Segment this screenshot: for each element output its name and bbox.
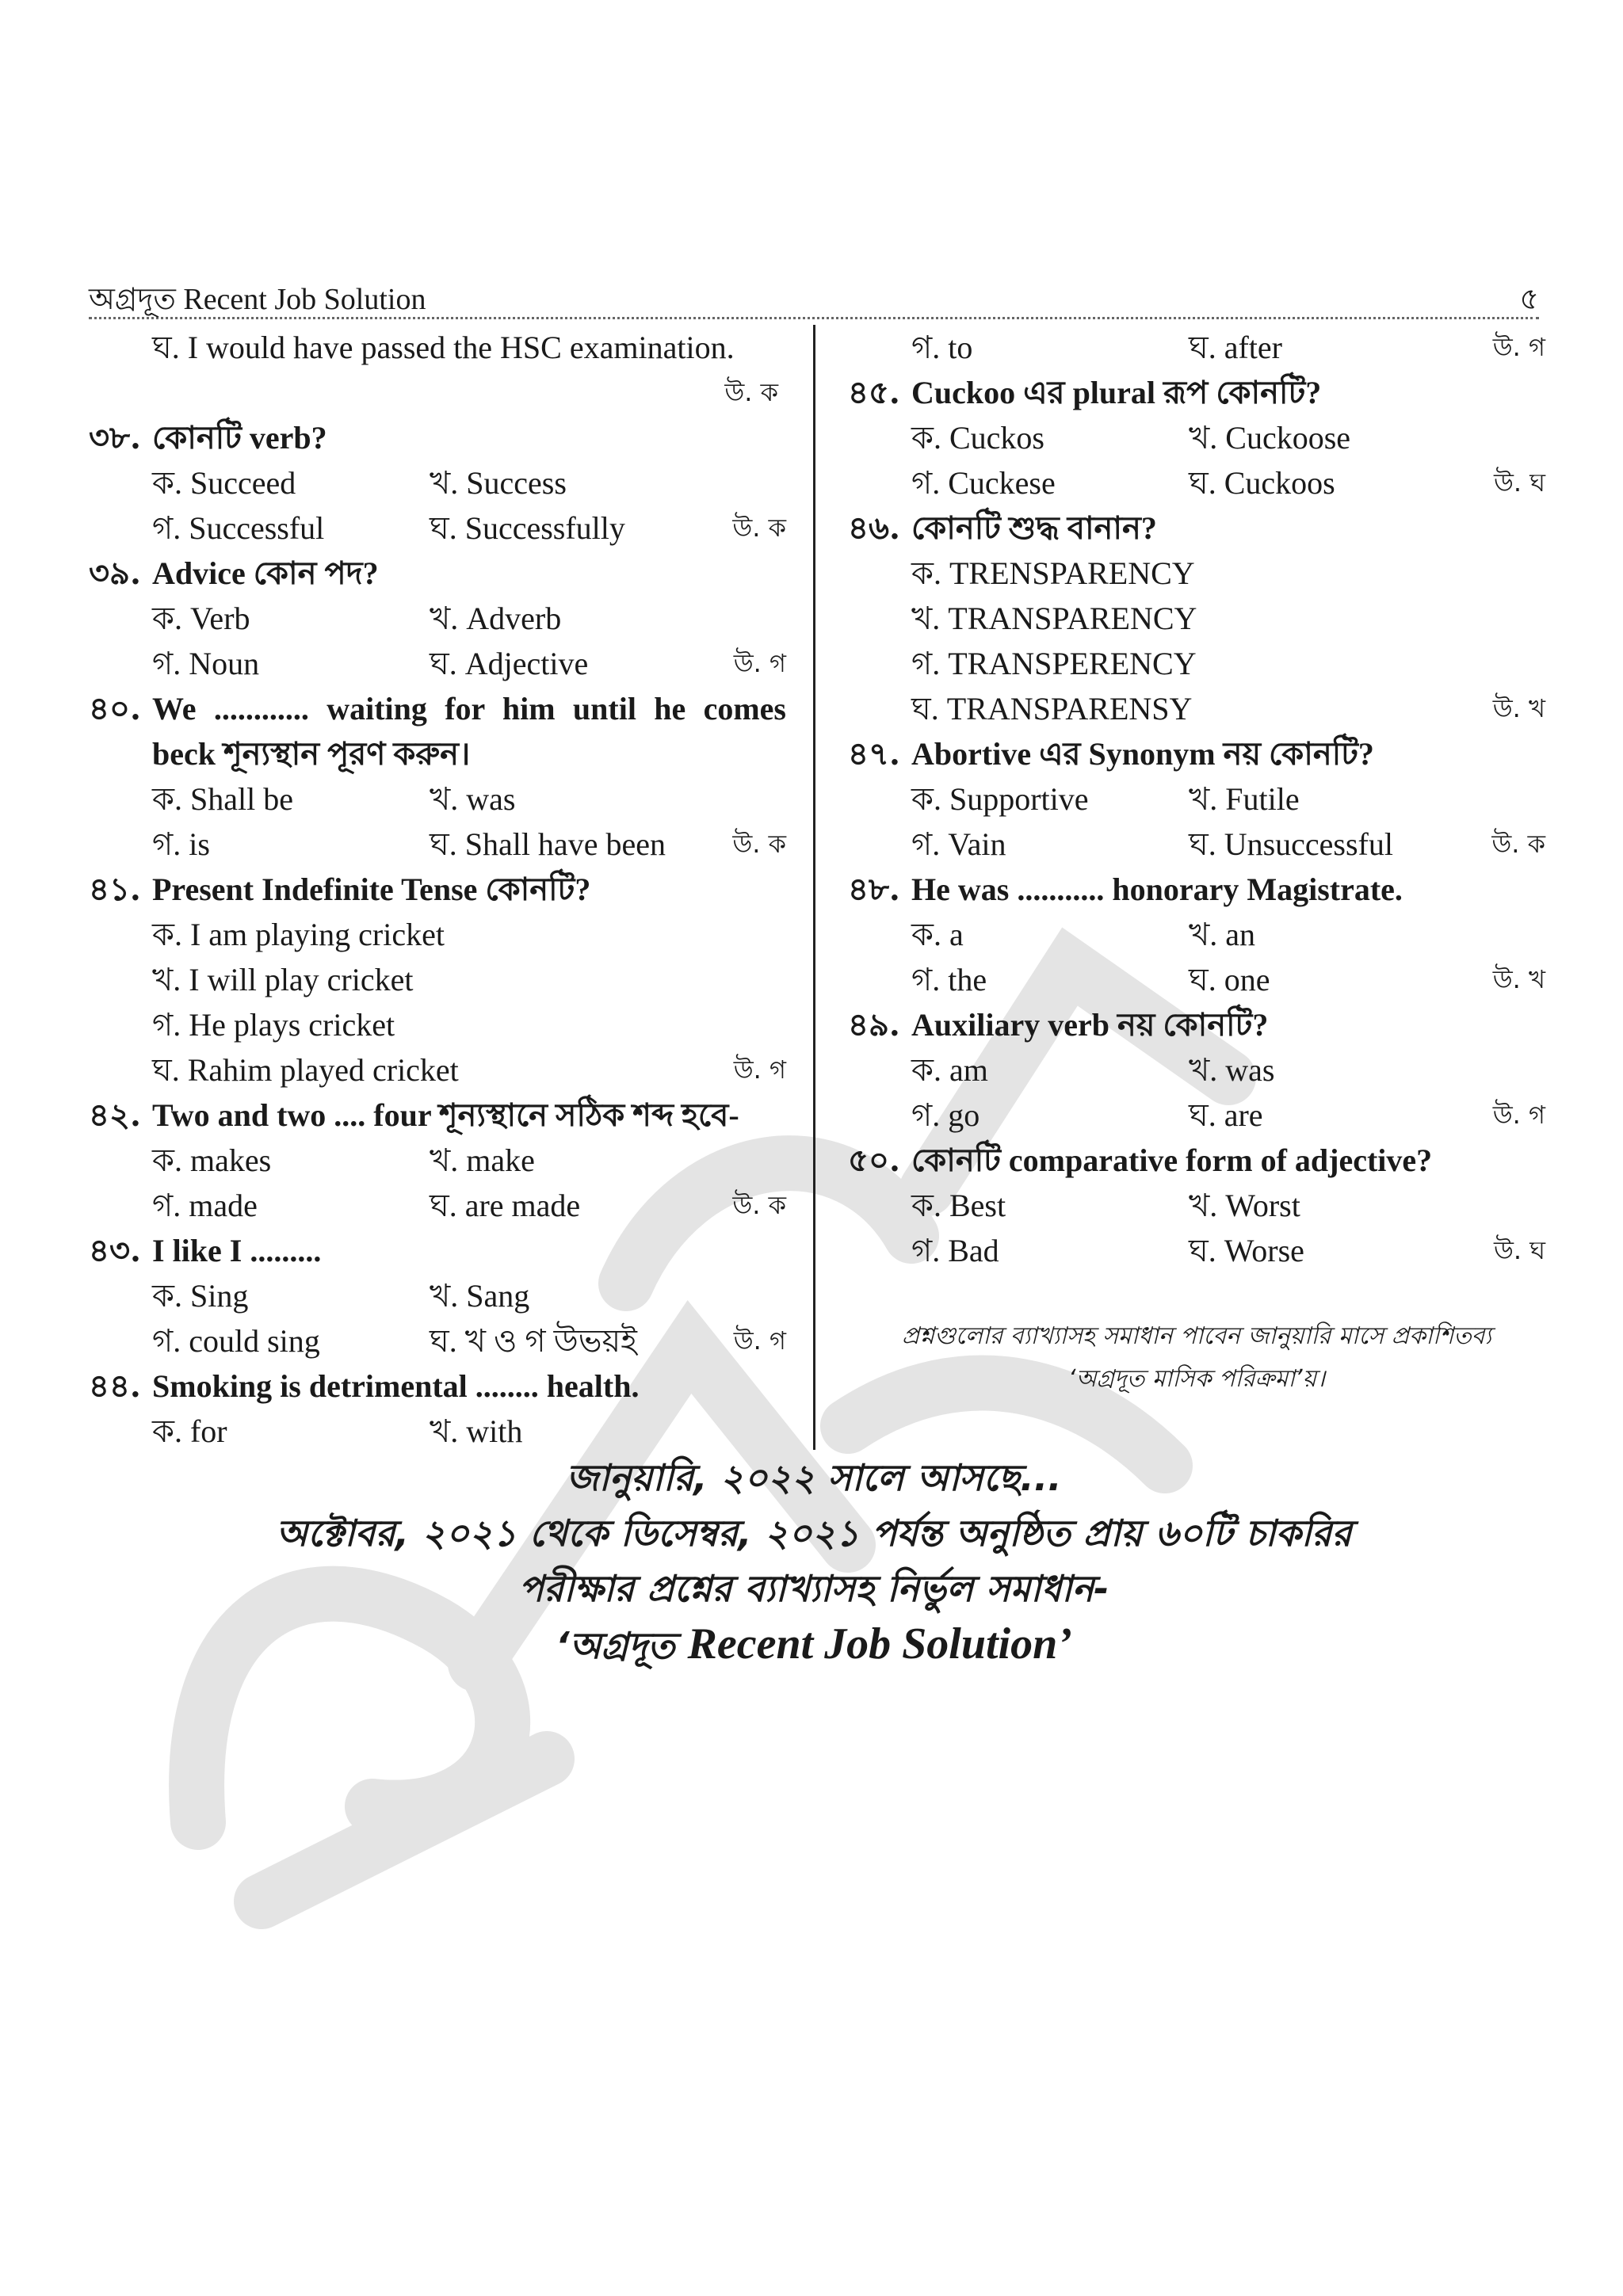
option-row (848, 325, 1545, 370)
question-text: Cuckoo এর plural রূপ কোনটি? (911, 375, 1322, 410)
answer: উ. গ (733, 648, 786, 678)
question-text: Smoking is detrimental ........ health. (152, 1368, 640, 1404)
option-d: ঘ. Adjective (430, 646, 589, 681)
question-number: ৪৭. (848, 735, 900, 772)
option-a: ক. Best (911, 1188, 1006, 1223)
question-46 (848, 505, 1545, 551)
option-d: ঘ. Worse (1189, 1233, 1304, 1268)
question-number: ৫০. (848, 1142, 900, 1179)
answer: উ. খ (1492, 964, 1545, 994)
option-a: ক. Succeed (152, 465, 296, 501)
answer: উ. গ (1492, 1100, 1545, 1130)
question-38 (89, 415, 786, 460)
right-column (848, 325, 1545, 1273)
option-d: ঘ. are (1189, 1097, 1263, 1133)
option-d: ঘ. Successfully (430, 510, 625, 546)
option-row (848, 1228, 1545, 1273)
question-text: Advice কোন পদ? (152, 555, 379, 591)
promo-line: জানুয়ারি, ২০২২ সালে আসছে... (566, 1456, 1062, 1499)
option-row (89, 1273, 786, 1318)
option-a: ক. Supportive (911, 781, 1089, 817)
option-c: গ. Successful (152, 510, 325, 546)
option: ঘ. I would have passed the HSC examination. (152, 330, 735, 365)
option-row (848, 1093, 1545, 1138)
option-c: গ. Cuckese (911, 465, 1056, 501)
option-a: ক. for (152, 1413, 227, 1449)
option-b: খ. Sang (430, 1278, 530, 1314)
option-b: খ. Worst (1189, 1188, 1300, 1223)
option-c: গ. go (911, 1097, 980, 1133)
option-row (89, 1002, 786, 1047)
question-number: ৩৯. (89, 555, 141, 592)
answer: উ. গ (733, 1325, 786, 1356)
option-a: ক. Sing (152, 1278, 249, 1314)
option-row (89, 1138, 786, 1183)
option-row (848, 957, 1545, 1002)
option-b: খ. I will play cricket (152, 962, 414, 997)
question-48 (848, 867, 1545, 912)
option-d: ঘ. Shall have been (430, 826, 666, 862)
option-row (89, 460, 786, 505)
answer: উ. ক (1491, 829, 1545, 859)
question-number: ৪৮. (848, 871, 900, 908)
option-row (89, 596, 786, 641)
option-d: ঘ. Unsuccessful (1189, 826, 1393, 862)
option-d: ঘ. খ ও গ উভয়ই (430, 1323, 637, 1359)
option-row (848, 596, 1545, 641)
option-c: গ. He plays cricket (152, 1007, 395, 1043)
option-d: ঘ. are made (430, 1188, 581, 1223)
option-row (89, 1047, 786, 1093)
option-b: খ. with (430, 1413, 523, 1449)
question-50 (848, 1138, 1545, 1183)
option-b: খ. Adverb (430, 601, 562, 636)
option-c: গ. could sing (152, 1323, 320, 1359)
question-text: He was ........... honorary Magistrate. (911, 871, 1403, 907)
question-47 (848, 731, 1545, 776)
option-b: খ. was (430, 781, 516, 817)
question-text: কোনটি comparative form of adjective? (911, 1142, 1433, 1178)
question-number: ৪৯. (848, 1006, 900, 1043)
question-text: কোনটি শুদ্ধ বানান? (911, 510, 1157, 546)
promo-brand-en: Recent Job Solution’ (687, 1619, 1072, 1669)
option-row (848, 1183, 1545, 1228)
option-row (89, 1409, 786, 1454)
option-b: খ. an (1189, 917, 1256, 952)
option-a: ক. Verb (152, 601, 250, 636)
question-39 (89, 551, 786, 596)
option-row (848, 1047, 1545, 1093)
option-a: ক. makes (152, 1142, 272, 1178)
option-c: গ. the (911, 962, 987, 997)
option-a: ক. I am playing cricket (152, 917, 445, 952)
question-43 (89, 1228, 786, 1273)
question-text: Auxiliary verb নয় কোনটি? (911, 1007, 1269, 1043)
option-c: গ. Noun (152, 646, 260, 681)
column-divider (813, 325, 815, 1450)
question-49 (848, 1002, 1545, 1047)
left-column (89, 325, 786, 1454)
option-b: খ. Success (430, 465, 567, 501)
option-row (89, 957, 786, 1002)
question-40 (89, 686, 786, 776)
option-b: খ. make (430, 1142, 535, 1178)
option-row (848, 686, 1545, 731)
option-row (848, 415, 1545, 460)
promo-line: পরীক্ষার প্রশ্নের ব্যাখ্যাসহ নির্ভুল সমাধান- (518, 1567, 1109, 1610)
option-row (89, 505, 786, 551)
option-a: ক. a (911, 917, 964, 952)
answer: উ. ঘ (1493, 467, 1545, 498)
option-row (89, 822, 786, 867)
option-c: গ. is (152, 826, 210, 862)
option-a: ক. am (911, 1052, 988, 1088)
option-row (848, 551, 1545, 596)
option-a: ক. Shall be (152, 781, 293, 817)
question-number: ৪৩. (89, 1232, 141, 1269)
option-row (89, 641, 786, 686)
answer: উ. ঘ (1493, 1235, 1545, 1265)
answer: উ. ক (724, 377, 778, 407)
question-text: I like I ......... (152, 1233, 322, 1268)
option-row (848, 912, 1545, 957)
question-number: ৪৪. (89, 1367, 141, 1405)
question-41 (89, 867, 786, 912)
option-a: ক. TRENSPARENCY (911, 555, 1195, 591)
option-d: ঘ. TRANSPARENSY (911, 691, 1193, 727)
answer: উ. গ (733, 1055, 786, 1085)
note-line: ‘অগ্রদূত মাসিক পরিক্রমা’য়। (1068, 1365, 1325, 1393)
question-number: ৪০. (89, 690, 141, 727)
option-c: গ. to (911, 330, 973, 365)
explanation-note (848, 1315, 1545, 1401)
option-row (848, 776, 1545, 822)
option-row (89, 776, 786, 822)
question-number: ৪৫. (848, 374, 900, 411)
promo-line: অক্টোবর, ২০২১ থেকে ডিসেম্বর, ২০২১ পর্যন্ত অনুষ্ঠিত প্রায় ৬০টি চাকরির (276, 1512, 1352, 1554)
answer: উ. ক (732, 829, 786, 859)
option-b: খ. Futile (1189, 781, 1300, 817)
answer: উ. ক (732, 1190, 786, 1220)
question-text: We ............ waiting for him until he comes beck শূন্যস্থান পূরণ করুন। (152, 691, 786, 772)
option-b: খ. was (1189, 1052, 1275, 1088)
promo-line (89, 1616, 1539, 1673)
option-row (89, 1183, 786, 1228)
option-d: ঘ. Cuckoos (1189, 465, 1335, 501)
option-row (89, 325, 786, 370)
page-header (89, 276, 1539, 319)
question-number: ৪১. (89, 871, 141, 908)
question-number: ৩৮. (89, 419, 141, 456)
question-text: Two and two .... four শূন্যস্থানে সঠিক শব্দ হবে- (152, 1097, 739, 1133)
option-c: গ. Vain (911, 826, 1006, 862)
option-c: গ. TRANSPERENCY (911, 646, 1197, 681)
question-42 (89, 1093, 786, 1138)
header-title: অগ্রদূত Recent Job Solution (89, 283, 426, 316)
option-row (848, 460, 1545, 505)
option-d: ঘ. Rahim played cricket (152, 1052, 459, 1088)
option-row (848, 822, 1545, 867)
answer-row (89, 370, 786, 415)
option-b: খ. Cuckoose (1189, 420, 1351, 456)
option-d: ঘ. one (1189, 962, 1270, 997)
option-row (89, 1318, 786, 1363)
answer: উ. ক (732, 513, 786, 543)
question-text: Abortive এর Synonym নয় কোনটি? (911, 736, 1374, 772)
option-row (89, 912, 786, 957)
page-number: ৫ (1519, 281, 1539, 316)
option-b: খ. TRANSPARENCY (911, 601, 1197, 636)
option-c: গ. made (152, 1188, 258, 1223)
question-44 (89, 1363, 786, 1409)
option-d: ঘ. after (1189, 330, 1282, 365)
question-number: ৪২. (89, 1097, 141, 1134)
promo-brand-bn: ‘অগ্রদূত (556, 1624, 675, 1667)
option-c: গ. Bad (911, 1233, 999, 1268)
option-row (848, 641, 1545, 686)
question-number: ৪৬. (848, 509, 900, 547)
answer: উ. খ (1492, 693, 1545, 723)
answer: উ. গ (1492, 332, 1545, 362)
question-text: Present Indefinite Tense কোনটি? (152, 871, 591, 907)
note-line: প্রশ্নগুলোর ব্যাখ্যাসহ সমাধান পাবেন জানুয়ারি মাসে প্রকাশিতব্য (901, 1322, 1492, 1350)
promo-block (89, 1450, 1539, 1673)
option-a: ক. Cuckos (911, 420, 1044, 456)
question-text: কোনটি verb? (152, 420, 327, 456)
question-45 (848, 370, 1545, 415)
